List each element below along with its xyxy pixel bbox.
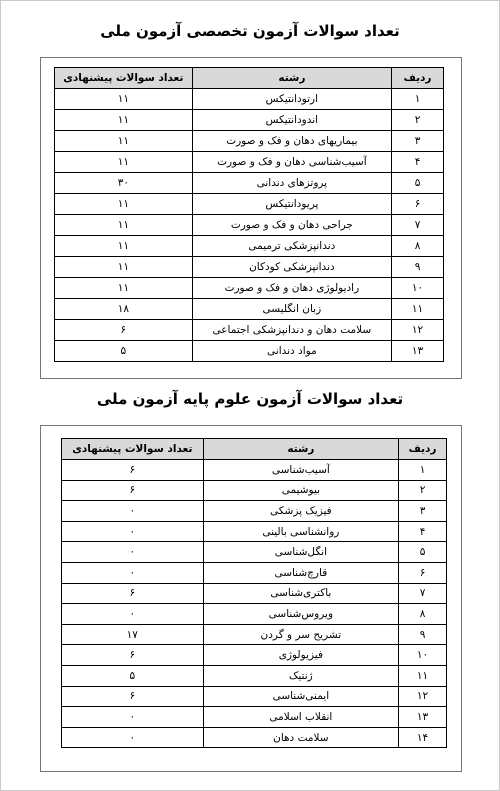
table-row: [62, 480, 447, 501]
row-number-cell: ۴: [399, 521, 447, 542]
table-row: [62, 542, 447, 563]
table-row: [55, 320, 444, 341]
question-count-cell: ۰: [62, 501, 204, 522]
field-name-cell: فیزیولوژی: [203, 645, 398, 666]
field-name-cell: اندودانتیکس: [192, 110, 391, 131]
field-name-cell: بیماریهای دهان و فک و صورت: [192, 131, 391, 152]
field-name-cell: بیوشیمی: [203, 480, 398, 501]
field-name-cell: سلامت دهان: [203, 727, 398, 748]
table-row: [62, 727, 447, 748]
question-count-cell: ۱۱: [55, 278, 193, 299]
field-name-cell: سلامت دهان و دندانپزشکی اجتماعی: [192, 320, 391, 341]
table-row: [55, 236, 444, 257]
question-count-cell: ۱۱: [55, 89, 193, 110]
question-count-cell: ۱۱: [55, 131, 193, 152]
question-count-cell: ۰: [62, 707, 204, 728]
field-name-cell: باکتری‌شناسی: [203, 583, 398, 604]
field-name-cell: قارچ‌شناسی: [203, 562, 398, 583]
question-count-cell: ۱۱: [55, 110, 193, 131]
question-count-cell: ۱۱: [55, 215, 193, 236]
section2-title: تعداد سوالات آزمون علوم پایه آزمون ملی: [96, 390, 404, 408]
row-number-cell: ۵: [399, 542, 447, 563]
row-number-cell: ۲: [392, 110, 444, 131]
question-count-cell: ۶: [55, 320, 193, 341]
question-count-cell: ۶: [62, 645, 204, 666]
question-count-cell: ۰: [62, 604, 204, 625]
question-count-cell: ۱۷: [62, 624, 204, 645]
question-count-cell: ۱۱: [55, 236, 193, 257]
row-number-cell: ۱۲: [392, 320, 444, 341]
question-count-cell: ۱۱: [55, 194, 193, 215]
row-number-cell: ۳: [392, 131, 444, 152]
question-count-cell: ۶: [62, 480, 204, 501]
row-number-cell: ۷: [392, 215, 444, 236]
row-number-cell: ۶: [399, 562, 447, 583]
row-number-cell: ۸: [399, 604, 447, 625]
row-number-cell: ۱۱: [392, 299, 444, 320]
field-name-cell: انقلاب اسلامی: [203, 707, 398, 728]
header-row-number: ردیف: [392, 68, 444, 89]
question-count-cell: ۰: [62, 542, 204, 563]
table-row: [55, 299, 444, 320]
field-name-cell: دندانپزشکی ترمیمی: [192, 236, 391, 257]
row-number-cell: ۱: [392, 89, 444, 110]
field-name-cell: تشریح سر و گردن: [203, 624, 398, 645]
question-count-cell: ۰: [62, 562, 204, 583]
table-row: [62, 501, 447, 522]
table-row: [62, 686, 447, 707]
row-number-cell: ۴: [392, 152, 444, 173]
header-question-count: تعداد سوالات پیشنهادی: [62, 439, 204, 460]
question-count-cell: ۶: [62, 460, 204, 481]
field-name-cell: آسیب‌شناسی دهان و فک و صورت: [192, 152, 391, 173]
field-name-cell: آسیب‌شناسی: [203, 460, 398, 481]
field-name-cell: روانشناسی بالینی: [203, 521, 398, 542]
row-number-cell: ۸: [392, 236, 444, 257]
table-row: [62, 645, 447, 666]
table-row: [55, 194, 444, 215]
question-count-cell: ۵: [55, 341, 193, 362]
row-number-cell: ۹: [392, 257, 444, 278]
specialty-questions-table: [54, 67, 444, 362]
table-row: [62, 665, 447, 686]
field-name-cell: انگل‌شناسی: [203, 542, 398, 563]
question-count-cell: ۰: [62, 727, 204, 748]
table-row: [62, 521, 447, 542]
field-name-cell: دندانپزشکی کودکان: [192, 257, 391, 278]
table-row: [55, 110, 444, 131]
header-row-number: ردیف: [399, 439, 447, 460]
question-count-cell: ۱۱: [55, 152, 193, 173]
field-name-cell: ویروس‌شناسی: [203, 604, 398, 625]
question-count-cell: ۱۸: [55, 299, 193, 320]
field-name-cell: پروتزهای دندانی: [192, 173, 391, 194]
section1-title: تعداد سوالات آزمون تخصصی آزمون ملی: [100, 22, 400, 40]
field-name-cell: مواد دندانی: [192, 341, 391, 362]
row-number-cell: ۱۴: [399, 727, 447, 748]
header-field: رشته: [192, 68, 391, 89]
row-number-cell: ۱۳: [399, 707, 447, 728]
table-header-row: [55, 68, 444, 89]
basic-sciences-questions-table: [61, 438, 447, 748]
header-question-count: تعداد سوالات پیشنهادی: [55, 68, 193, 89]
table-row: [55, 257, 444, 278]
question-count-cell: ۶: [62, 686, 204, 707]
question-count-cell: ۰: [62, 521, 204, 542]
table-row: [62, 604, 447, 625]
field-name-cell: ژنتیک: [203, 665, 398, 686]
row-number-cell: ۷: [399, 583, 447, 604]
row-number-cell: ۵: [392, 173, 444, 194]
field-name-cell: ایمنی‌شناسی: [203, 686, 398, 707]
row-number-cell: ۲: [399, 480, 447, 501]
table-row: [55, 152, 444, 173]
field-name-cell: جراحی دهان و فک و صورت: [192, 215, 391, 236]
field-name-cell: ارتودانتیکس: [192, 89, 391, 110]
table-row: [55, 341, 444, 362]
row-number-cell: ۱۳: [392, 341, 444, 362]
question-count-cell: ۶: [62, 583, 204, 604]
field-name-cell: رادیولوژی دهان و فک و صورت: [192, 278, 391, 299]
row-number-cell: ۱۰: [392, 278, 444, 299]
field-name-cell: زبان انگلیسی: [192, 299, 391, 320]
table-row: [62, 562, 447, 583]
table-row: [62, 583, 447, 604]
row-number-cell: ۳: [399, 501, 447, 522]
field-name-cell: پریودانتیکس: [192, 194, 391, 215]
table-row: [55, 173, 444, 194]
question-count-cell: ۳۰: [55, 173, 193, 194]
table-row: [55, 89, 444, 110]
table-row: [55, 278, 444, 299]
question-count-cell: ۵: [62, 665, 204, 686]
table-row: [55, 215, 444, 236]
question-count-cell: ۱۱: [55, 257, 193, 278]
field-name-cell: فیزیک پزشکی: [203, 501, 398, 522]
row-number-cell: ۹: [399, 624, 447, 645]
table-row: [62, 460, 447, 481]
row-number-cell: ۱۲: [399, 686, 447, 707]
table-row: [62, 624, 447, 645]
table-row: [55, 131, 444, 152]
row-number-cell: ۶: [392, 194, 444, 215]
table-row: [62, 707, 447, 728]
table-header-row: [62, 439, 447, 460]
row-number-cell: ۱۰: [399, 645, 447, 666]
row-number-cell: ۱: [399, 460, 447, 481]
header-field: رشته: [203, 439, 398, 460]
row-number-cell: ۱۱: [399, 665, 447, 686]
